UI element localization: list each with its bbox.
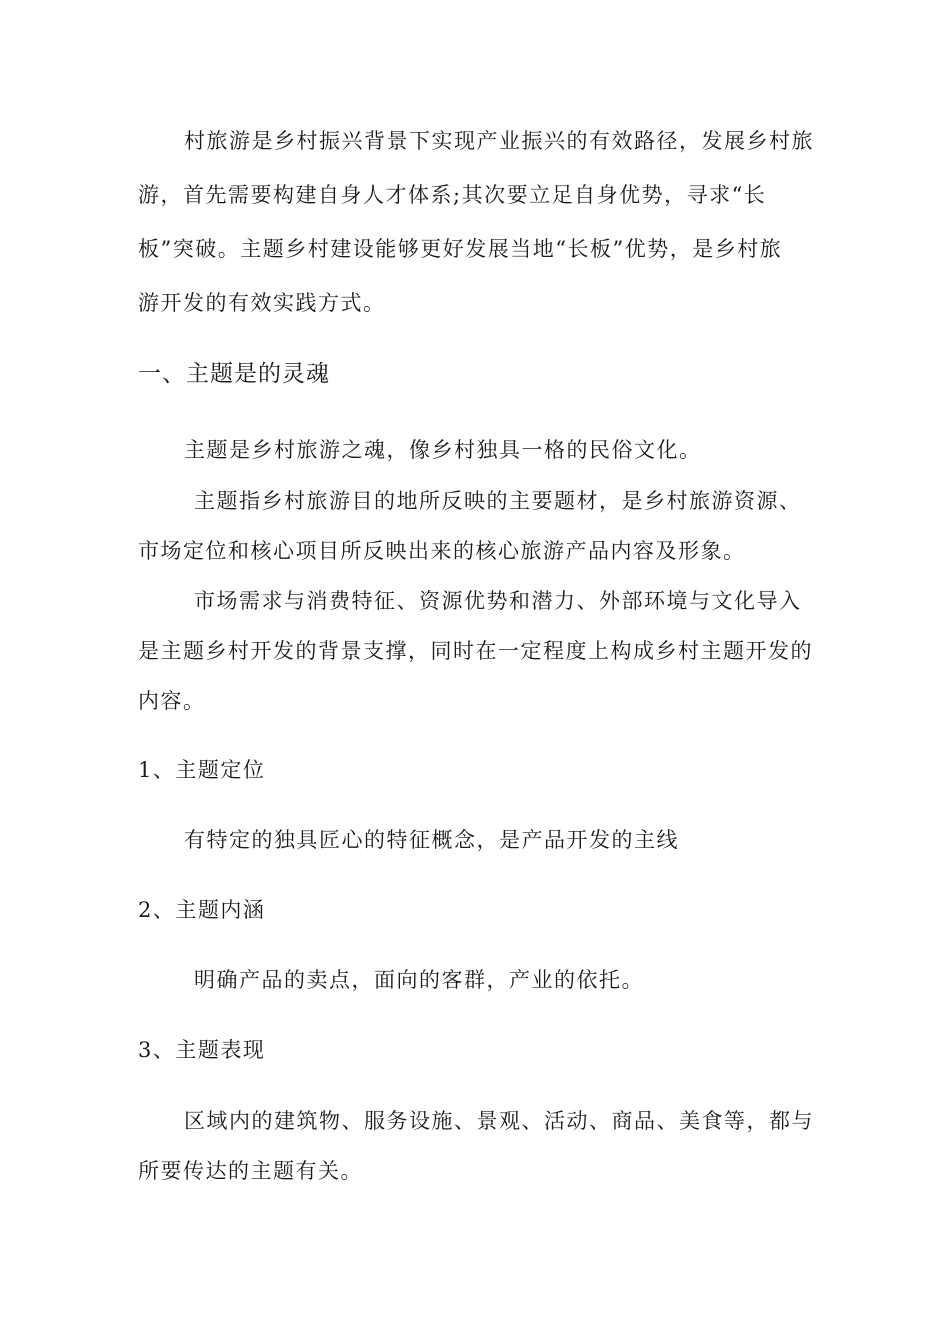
paragraph: 市场需求与消费特征、资源优势和潜力、外部环境与文化导入 是主题乡村开发的背景支撑，同时在一定程度上构成乡村主题开发的 内容。 bbox=[138, 589, 813, 713]
intro-line: 村旅游是乡村振兴背景下实现产业振兴的有效路径，发展乡村旅 bbox=[184, 129, 814, 153]
intro-line: 板”突破。主题乡村建设能够更好发展当地“长板”优势，是乡村旅 bbox=[138, 237, 783, 261]
paragraph: 主题指乡村旅游目的地所反映的主要题材，是乡村旅游资源、 市场定位和核心项目所反映出来的核心旅游产品内容及形象。 bbox=[138, 489, 802, 563]
section-heading: 一、主题是的灵魂 bbox=[138, 361, 330, 387]
paragraph: 有特定的独具匠心的特征概念，是产品开发的主线 bbox=[184, 828, 679, 852]
paragraph: 明确产品的卖点，面向的客群，产业的依托。 bbox=[194, 968, 644, 992]
intro-line: 游开发的有效实践方式。 bbox=[138, 291, 386, 315]
paragraph: 区域内的建筑物、服务设施、景观、活动、商品、美食等，都与 所要传达的主题有关。 bbox=[138, 1109, 814, 1183]
subheading: 2、主题内涵 bbox=[138, 898, 266, 922]
intro-line: 游，首先需要构建自身人才体系;其次要立足自身优势，寻求“长 bbox=[138, 183, 767, 207]
intro-paragraph bbox=[138, 114, 814, 330]
subheading: 3、主题表现 bbox=[138, 1038, 266, 1062]
paragraph: 主题是乡村旅游之魂，像乡村独具一格的民俗文化。 bbox=[184, 438, 702, 462]
subheading: 1、主题定位 bbox=[138, 758, 266, 782]
